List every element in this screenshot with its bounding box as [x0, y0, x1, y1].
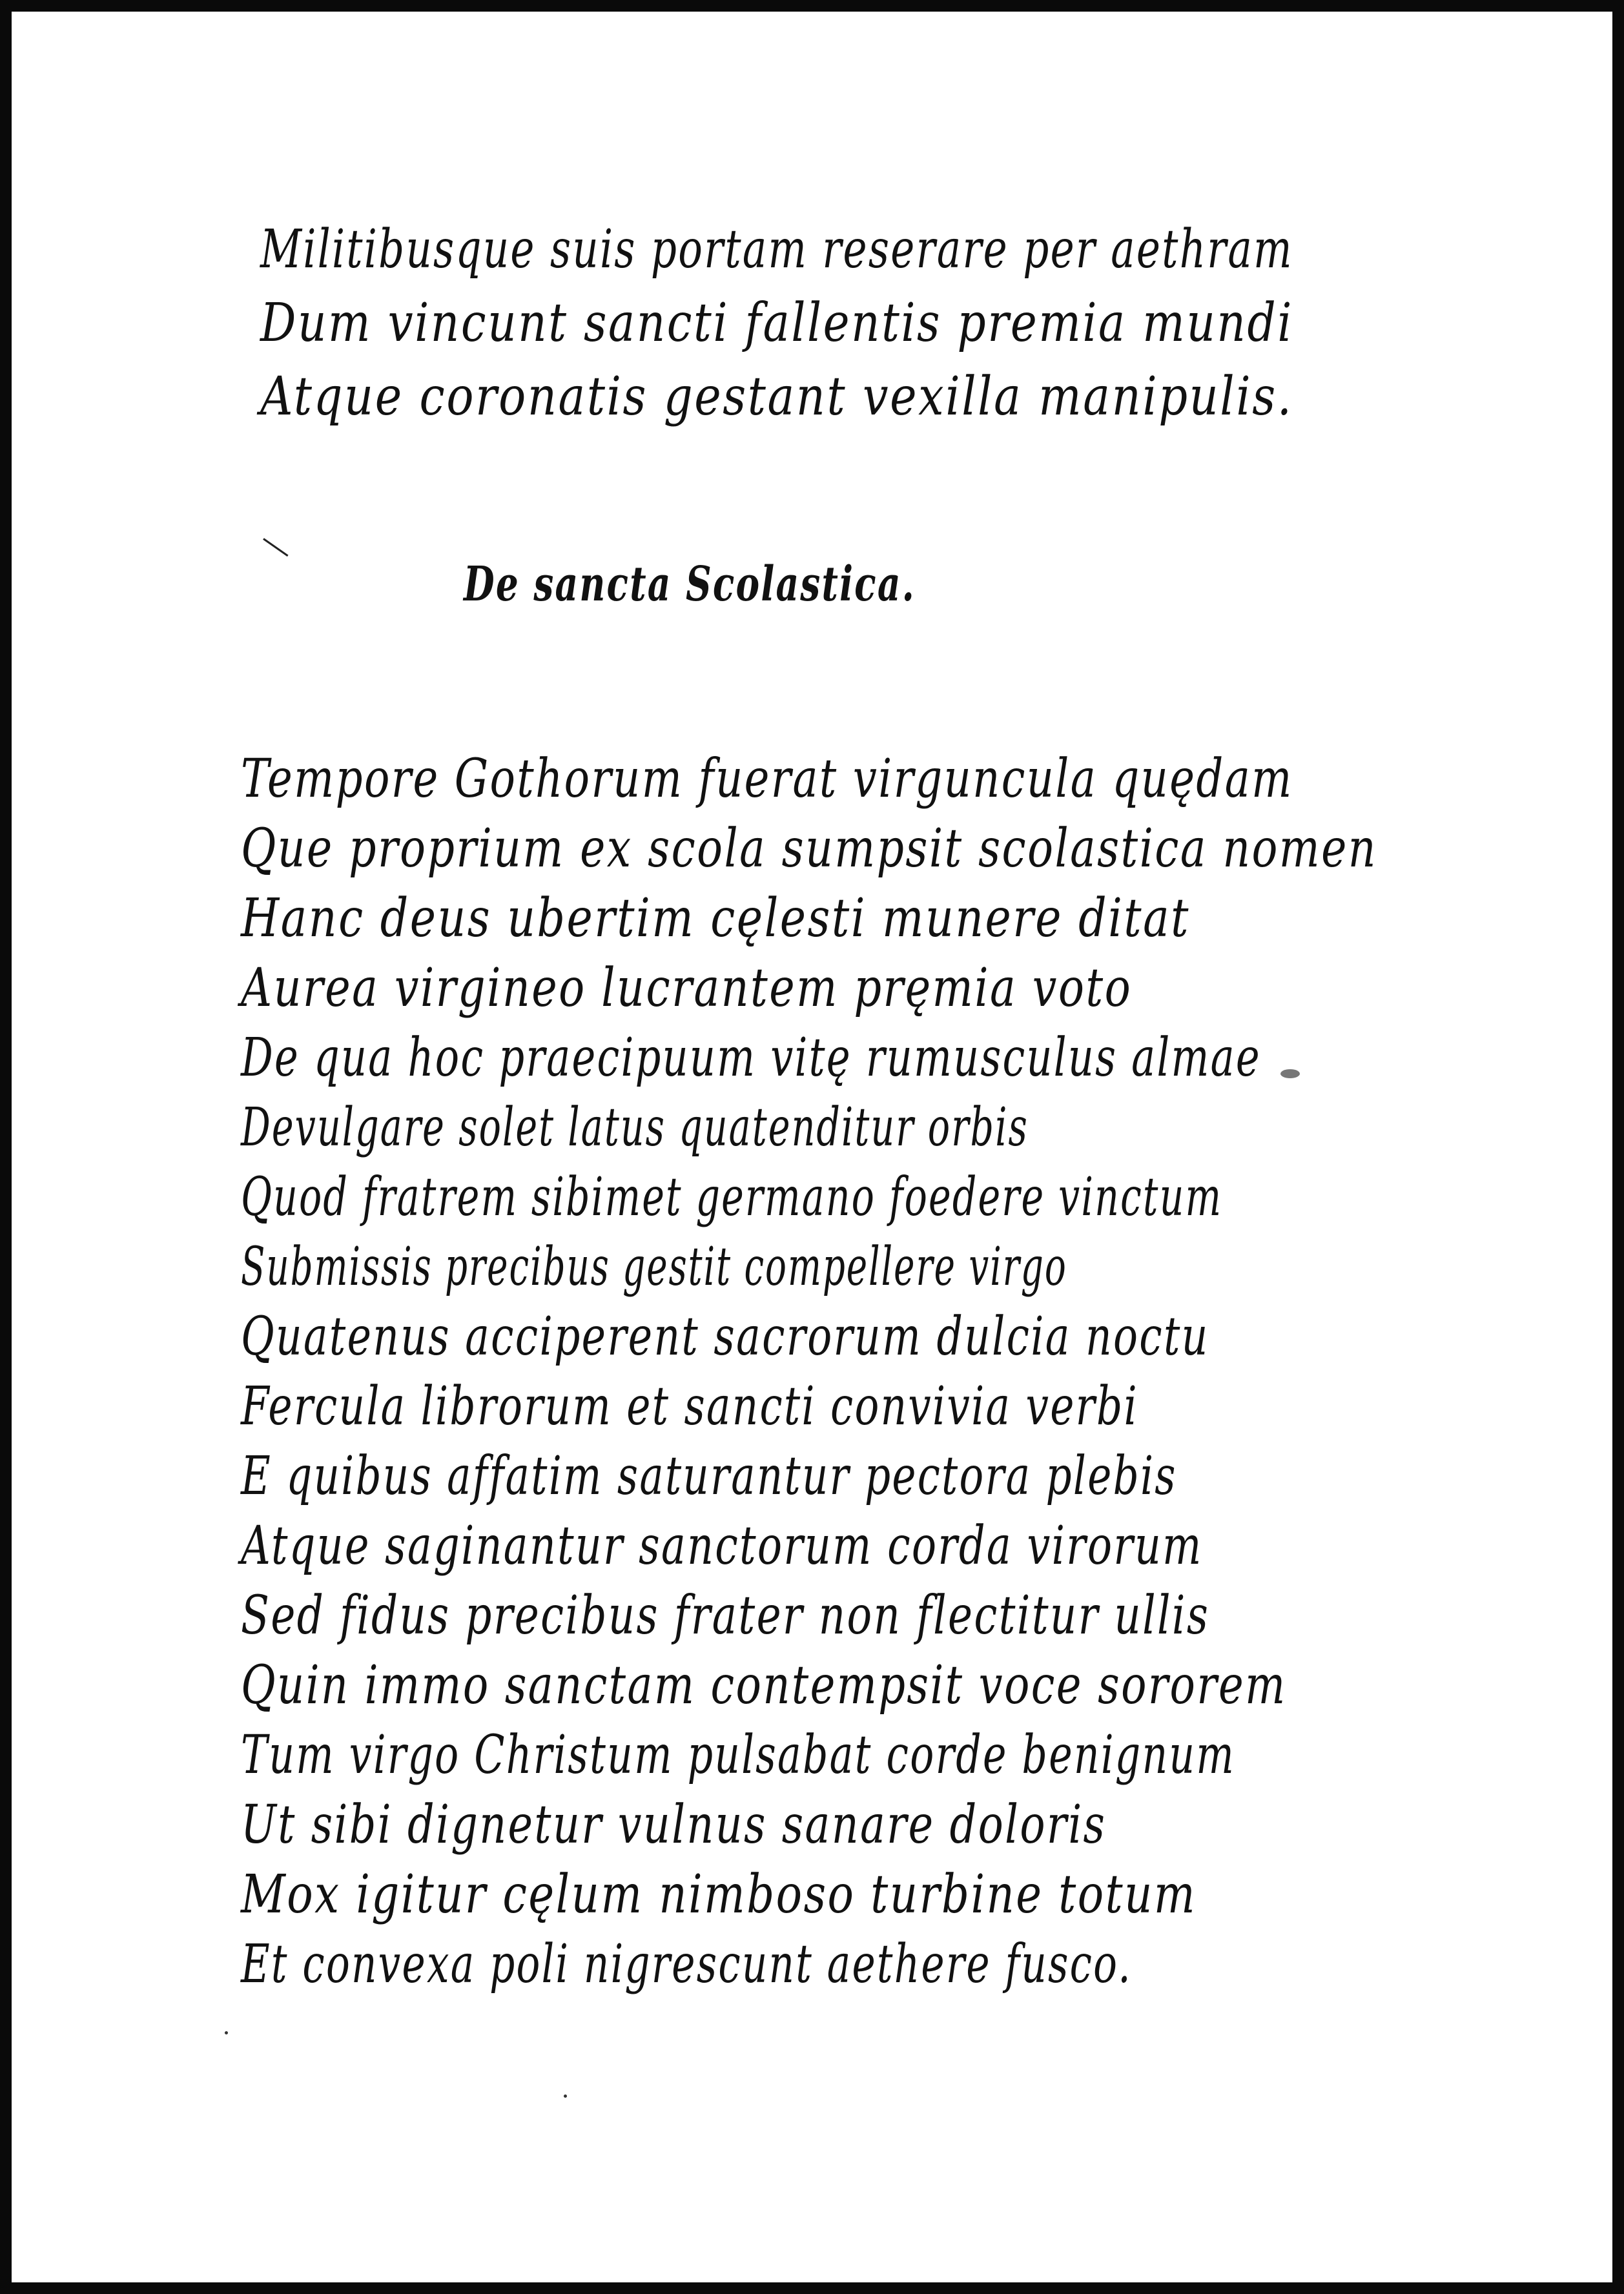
poem-line: Tempore Gothorum fuerat virguncula quędam [241, 748, 1293, 810]
poem-line: Que proprium ex scola sumpsit scolastica nomen [241, 818, 1377, 879]
poem-line: Quod fratrem sibimet germano foedere vinctum [241, 1167, 1223, 1228]
poem-line: Sed fidus precibus frater non flectitur ullis [241, 1585, 1210, 1646]
verse-line: Militibusque suis portam reserare per aethram [260, 219, 1293, 280]
verse-line: Dum vincunt sancti fallentis premia mundi [260, 292, 1293, 354]
poem-line: Submissis precibus gestit compellere virgo [241, 1236, 1067, 1298]
poem-line: Fercula librorum et sancti convivia verbi [241, 1376, 1138, 1437]
poem-line: Aurea virgineo lucrantem pręmia voto [241, 958, 1133, 1019]
poem-line: Hanc deus ubertim cęlesti munere ditat [241, 888, 1190, 949]
poem-line: Devulgare solet latus quatenditur orbis [241, 1097, 1029, 1158]
poem-line: E quibus affatim saturantur pectora plebis [241, 1446, 1177, 1507]
poem-line: Atque saginantur sanctorum corda virorum [241, 1515, 1203, 1577]
ink-smudge [1280, 1069, 1300, 1078]
dust-speck [225, 2031, 228, 2034]
dust-speck [564, 2094, 567, 2098]
poem-line: Tum virgo Christum pulsabat corde benignum [241, 1725, 1235, 1786]
poem-line: De qua hoc praecipuum vitę rumusculus almae [241, 1027, 1261, 1089]
poem-line: Quin immo sanctam contempsit voce sororem [241, 1655, 1287, 1716]
section-title: De sancta Scolastica. [464, 557, 916, 612]
stray-pen-mark [263, 538, 288, 557]
poem-line: Ut sibi dignetur vulnus sanare doloris [241, 1794, 1107, 1856]
poem-line: Et convexa poli nigrescunt aethere fusco. [241, 1934, 1132, 1995]
poem-line: Mox igitur cęlum nimboso turbine totum [241, 1864, 1197, 1925]
poem-line: Quatenus acciperent sacrorum dulcia noctu [241, 1306, 1209, 1367]
verse-line: Atque coronatis gestant vexilla manipulis. [260, 366, 1293, 427]
